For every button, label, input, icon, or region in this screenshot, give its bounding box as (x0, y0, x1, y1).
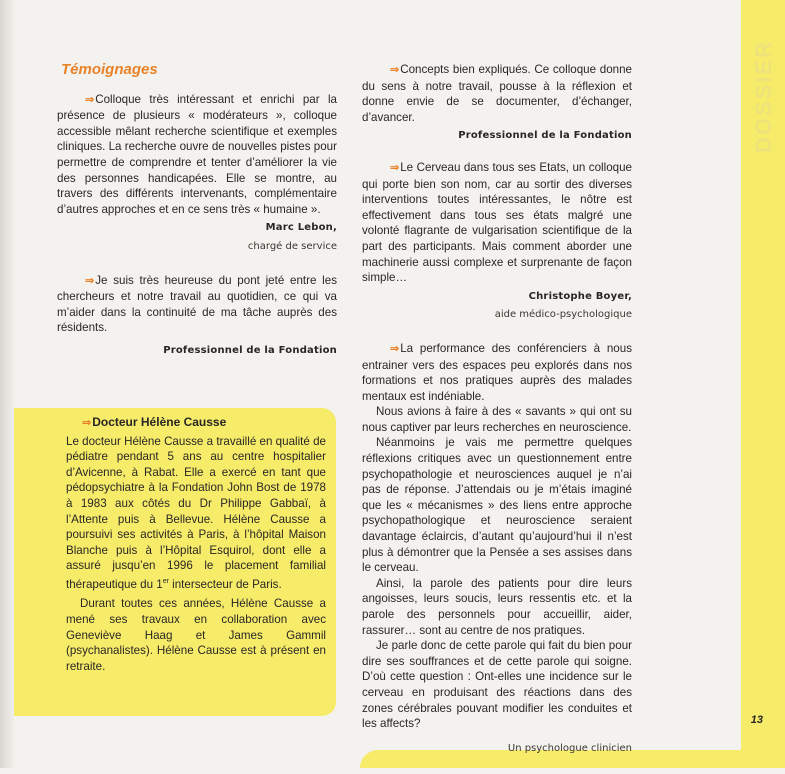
author-name: Marc Lebon, (265, 222, 337, 234)
author-name: Professionnel de la Fondation (458, 130, 632, 142)
author-role: aide médico-psychologique (494, 309, 632, 321)
section-side-label: DOSSIER (751, 40, 776, 154)
author-role: Un psychologue clinicien (507, 742, 632, 754)
author-name: Christophe Boyer, (528, 290, 632, 302)
page-number: 13 (750, 714, 763, 726)
bio-content: ⇒ Docteur Hélène Causse Le docteur Hélène Causse a travaillé en qualité de pédiatre pendant 5 ans au centre hospitalier d’Avicenne, à Rabat. Elle a exercé en tant que pédopsychiatre à la Fondation John Bost de 1978 à 1983 aux côtés du Dr Philippe Gabbaï, à l’Attente puis à Bellevue. Hélène Causse a poursuivi ses activités à Paris, à l’hôpital Maison Blanche puis à l’Hôpital Esquirol, dont elle a assuré jusqu’en 1996 le placement familial thérapeutique du 1er intersecteur de Paris. Durant toutes ces années, Hélène Causse a mené ses travaux en collaboration avec Geneviève Haag et James Gammil (psychanalistes). Hélène Causse est à présent en retraite. (66, 415, 326, 673)
arrow-icon: ⇒ (390, 161, 398, 174)
bio-title: Docteur Hélène Causse (92, 415, 227, 429)
testimonial-text: Le Cerveau dans tous ses Etats, un colloque qui porte bien son nom, car au sortir des diverses interventions toutes intéressantes, le nôtre est effectivement dans tous ses états malgré une volonté flagrante de vulgarisation scientifique de la part des participants. Mais comment aborder une machinerie aussi complexe et surprenante de façon simple… (362, 160, 632, 285)
testimonial-3 (362, 62, 632, 144)
testimonial-text: La performance des conférenciers à nous entrainer vers des espaces peu explorés dans nos formations et nos pratiques auprès des malades mentaux est indéniable. (362, 341, 632, 403)
arrow-icon: ⇒ (85, 93, 93, 106)
testimonial-2 (57, 273, 337, 359)
testimonial-4 (362, 160, 632, 323)
bio-paragraph: Le docteur Hélène Causse a travaillé en qualité de pédiatre pendant 5 ans au centre hospitalier d’Avicenne, à Rabat. Elle a exercé en tant que pédopsychiatre à la Fondation John Bost de 1978 à 1983 aux côtés du Dr Philippe Gabbaï, à l’Attente puis à Bellevue. Hélène Causse a poursuivi ses activités à Paris, à l’hôpital Maison Blanche puis à l’Hôpital Esquirol, dont elle a assuré jusqu’en 1996 le placement familial thérapeutique du 1 (66, 434, 326, 591)
right-column (362, 62, 632, 774)
section-title: Témoignages (61, 61, 158, 78)
arrow-icon: ⇒ (85, 274, 93, 287)
testimonial-text: Concepts bien expliqués. Ce colloque donne du sens à notre travail, pousse à la réflexion et donne envie de se documenter, d’échanger, d’avancer. (362, 63, 632, 124)
testimonial-5 (362, 341, 632, 756)
testimonial-text: Néanmoins je vais me permettre quelques réflexions critiques avec un questionnement entre psychopathologie et neurosciences auquel je n’ai pas de réponse. J’attendais ou je m’étais imaginé que les « mécanismes » des liens entre approche psychopathologique et neuroscience seraient davantage éclaircis, d’autant qu’aujourd’hui il n’est plus à démontrer que la Pensée a ses assises dans le cerveau. (362, 436, 632, 575)
arrow-icon: ⇒ (390, 64, 398, 76)
bio-paragraph: Durant toutes ces années, Hélène Causse a mené ses travaux en collaboration avec Geneviève Haag et James Gammil (psychanalistes). Hélène Causse est à présent en retraite. (66, 597, 326, 673)
author-name: Professionnel de la Fondation (163, 344, 337, 356)
testimonial-text: Nous avions à faire à des « savants » qui ont su nous captiver par leurs recherches en neuroscience. (362, 405, 632, 434)
page-binding-edge (0, 0, 14, 768)
testimonial-text: Ainsi, la parole des patients pour dire leurs angoisses, leurs soucis, leurs ressentis etc. et la parole des personnels pour accueillir, aider, rassurer… sont au centre de nos pratiques. (362, 576, 632, 637)
arrow-icon: ⇒ (82, 417, 90, 429)
testimonial-1 (57, 92, 337, 255)
left-column (57, 62, 337, 377)
author-role: chargé de service (247, 240, 337, 252)
testimonial-text: Colloque très intéressant et enrichi par la présence de plusieurs « modérateurs », colloque accessible mêlant recherche scientifique et exemples cliniques. La recherche ouvre de nouvelles pistes pour permettre de comprendre et tenter d’améliorer la vie des personnes handicapées. Elle se montre, au travers des différents intervenants, complémentaire d’autres approches et en ce sens très « humaine ». (57, 92, 337, 216)
testimonial-text: Je parle donc de cette parole qui fait du bien pour dire ses souffrances et de cette parole qui soigne. D’où cette question : Ont-elles une incidence sur le cerveau en produisant des réactions dans des zones cérébrales pouvant modifier les conduites et les affects? (362, 639, 632, 731)
side-color-band (741, 0, 785, 768)
testimonial-text: Je suis très heureuse du pont jeté entre les chercheurs et notre travail au quotidien, ce qui va m’aider dans la continuité de ma tâche auprès des résidents. (57, 273, 337, 335)
arrow-icon: ⇒ (390, 342, 398, 355)
